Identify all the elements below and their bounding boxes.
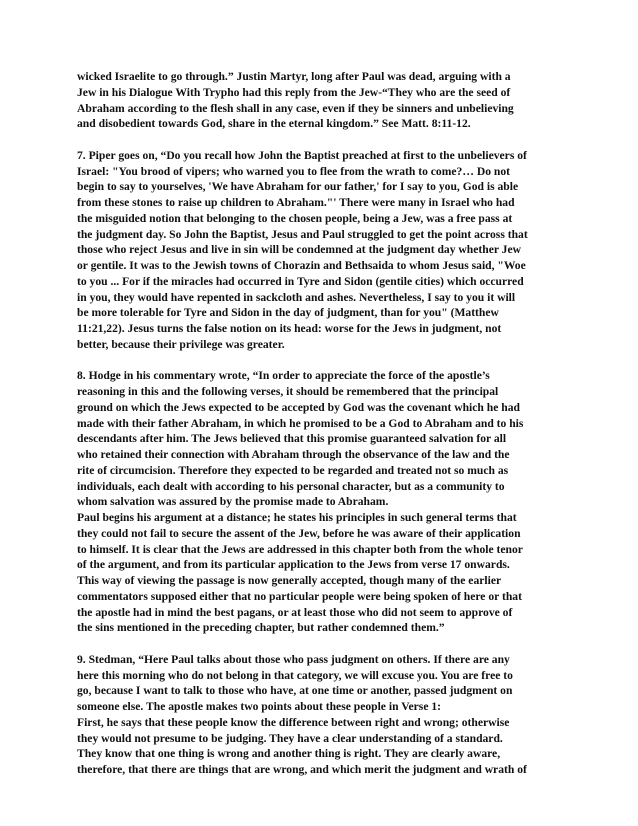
text-line: the judgment day. So John the Baptist, Jesus and Paul struggled to get the point across that — [77, 227, 528, 241]
text-line: from these stones to raise up children to Abraham."' There were many in Israel who had — [77, 196, 515, 209]
text-line: in you, they would have repented in sackcloth and ashes. Nevertheless, I say to you it will — [77, 290, 516, 304]
text-line: 11:21,22). Jesus turns the false notion on its head: worse for the Jews in judgment, not — [77, 322, 502, 335]
text-line: the apostle had in mind the best pagans, or at least those who did not seem to approve of — [77, 605, 513, 619]
text-line: of the argument, and from its particular application to the Jews from verse 17 onwards. — [77, 558, 510, 572]
text-line: Abraham according to the flesh shall in any case, even if they be sinners and unbelieving — [77, 101, 514, 115]
text-line: those who reject Jesus and live in sin will be condemned at the judgment day whether Jew — [77, 243, 521, 257]
paragraph-point-9 — [77, 652, 567, 778]
text-line: 9. Stedman, “Here Paul talks about those who pass judgment on others. If there are any — [77, 652, 510, 666]
text-line: Israel: "You brood of vipers; who warned you to flee from the wrath to come?… Do not — [77, 164, 510, 178]
text-line: made with their father Abraham, in which he promised to be a God to Abraham and to his — [77, 416, 524, 430]
paragraph-spacer — [77, 132, 567, 148]
text-line: therefore, that there are things that are wrong, and which merit the judgment and wrath of — [77, 763, 527, 776]
text-line: be more tolerable for Tyre and Sidon in the day of judgment, than for you" (Matthew — [77, 306, 499, 320]
paragraph-continuation — [77, 69, 567, 132]
text-line: or gentile. It was to the Jewish towns of Chorazin and Bethsaida to whom Jesus said, "Woe — [77, 259, 526, 272]
paragraph-spacer — [77, 353, 567, 369]
text-line: the misguided notion that belonging to the chosen people, being a Jew, was a free pass at — [77, 211, 513, 225]
text-line: commentators supposed either that no particular people were being spoken of here or that — [77, 589, 522, 603]
text-line: go, because I want to talk to those who have, at one time or another, passed judgment on — [77, 684, 513, 698]
text-line: reasoning in this and the following verses, it should be remembered that the principal — [77, 385, 499, 398]
text-line: Paul begins his argument at a distance; he states his principles in such general terms that — [77, 511, 517, 524]
text-line: ground on which the Jews expected to be accepted by God was the covenant which he had — [77, 400, 520, 414]
paragraph-spacer — [77, 636, 567, 652]
text-line: 7. Piper goes on, “Do you recall how John the Baptist preached at first to the unbelievers of — [77, 148, 527, 162]
text-line: who retained their connection with Abraham through the observance of the law and the — [77, 448, 510, 461]
text-line: here this morning who do not belong in that category, we will excuse you. You are free to — [77, 668, 513, 682]
text-line: to himself. It is clear that the Jews are addressed in this chapter both from the whole tenor — [77, 542, 523, 556]
text-line: better, because their privilege was greater. — [77, 337, 285, 351]
text-line: descendants after him. The Jews believed that this promise guaranteed salvation for all — [77, 432, 507, 446]
text-line: they could not fail to secure the assent of the Jew, before he was aware of their application — [77, 526, 521, 540]
text-line: First, he says that these people know the difference between right and wrong; otherwise — [77, 715, 510, 729]
text-line: and disobedient towards God, share in the eternal kingdom.” See Matt. 8:11-12. — [77, 117, 471, 131]
paragraph-point-7 — [77, 148, 567, 353]
document-body — [77, 69, 567, 778]
text-line: wicked Israelite to go through.” Justin Martyr, long after Paul was dead, arguing with a — [77, 70, 511, 83]
text-line: They know that one thing is wrong and another thing is right. They are clearly aware, — [77, 747, 501, 761]
text-line: individuals, each dealt with according to his personal character, but as a community to — [77, 479, 505, 493]
text-line: 8. Hodge in his commentary wrote, “In order to appreciate the force of the apostle’s — [77, 369, 490, 383]
text-line: whom salvation was assured by the promise made to Abraham. — [77, 495, 389, 509]
paragraph-point-8 — [77, 368, 567, 636]
text-line: begin to say to yourselves, 'We have Abraham for our father,' for I say to you, God is able — [77, 180, 519, 194]
text-line: Jew in his Dialogue With Trypho had this reply from the Jew-“They who are the seed of — [77, 85, 511, 99]
text-line: someone else. The apostle makes two points about these people in Verse 1: — [77, 700, 442, 713]
text-line: they would not presume to be judging. They have a clear understanding of a standard. — [77, 731, 503, 745]
text-line: This way of viewing the passage is now generally accepted, though many of the earlier — [77, 574, 502, 587]
text-line: rite of circumcision. Therefore they expected to be regarded and treated not so much as — [77, 463, 509, 477]
text-line: the sins mentioned in the preceding chapter, but rather condemned them.” — [77, 621, 445, 635]
text-line: to you ... For if the miracles had occurred in Tyre and Sidon (gentile cities) which occurred — [77, 274, 524, 288]
